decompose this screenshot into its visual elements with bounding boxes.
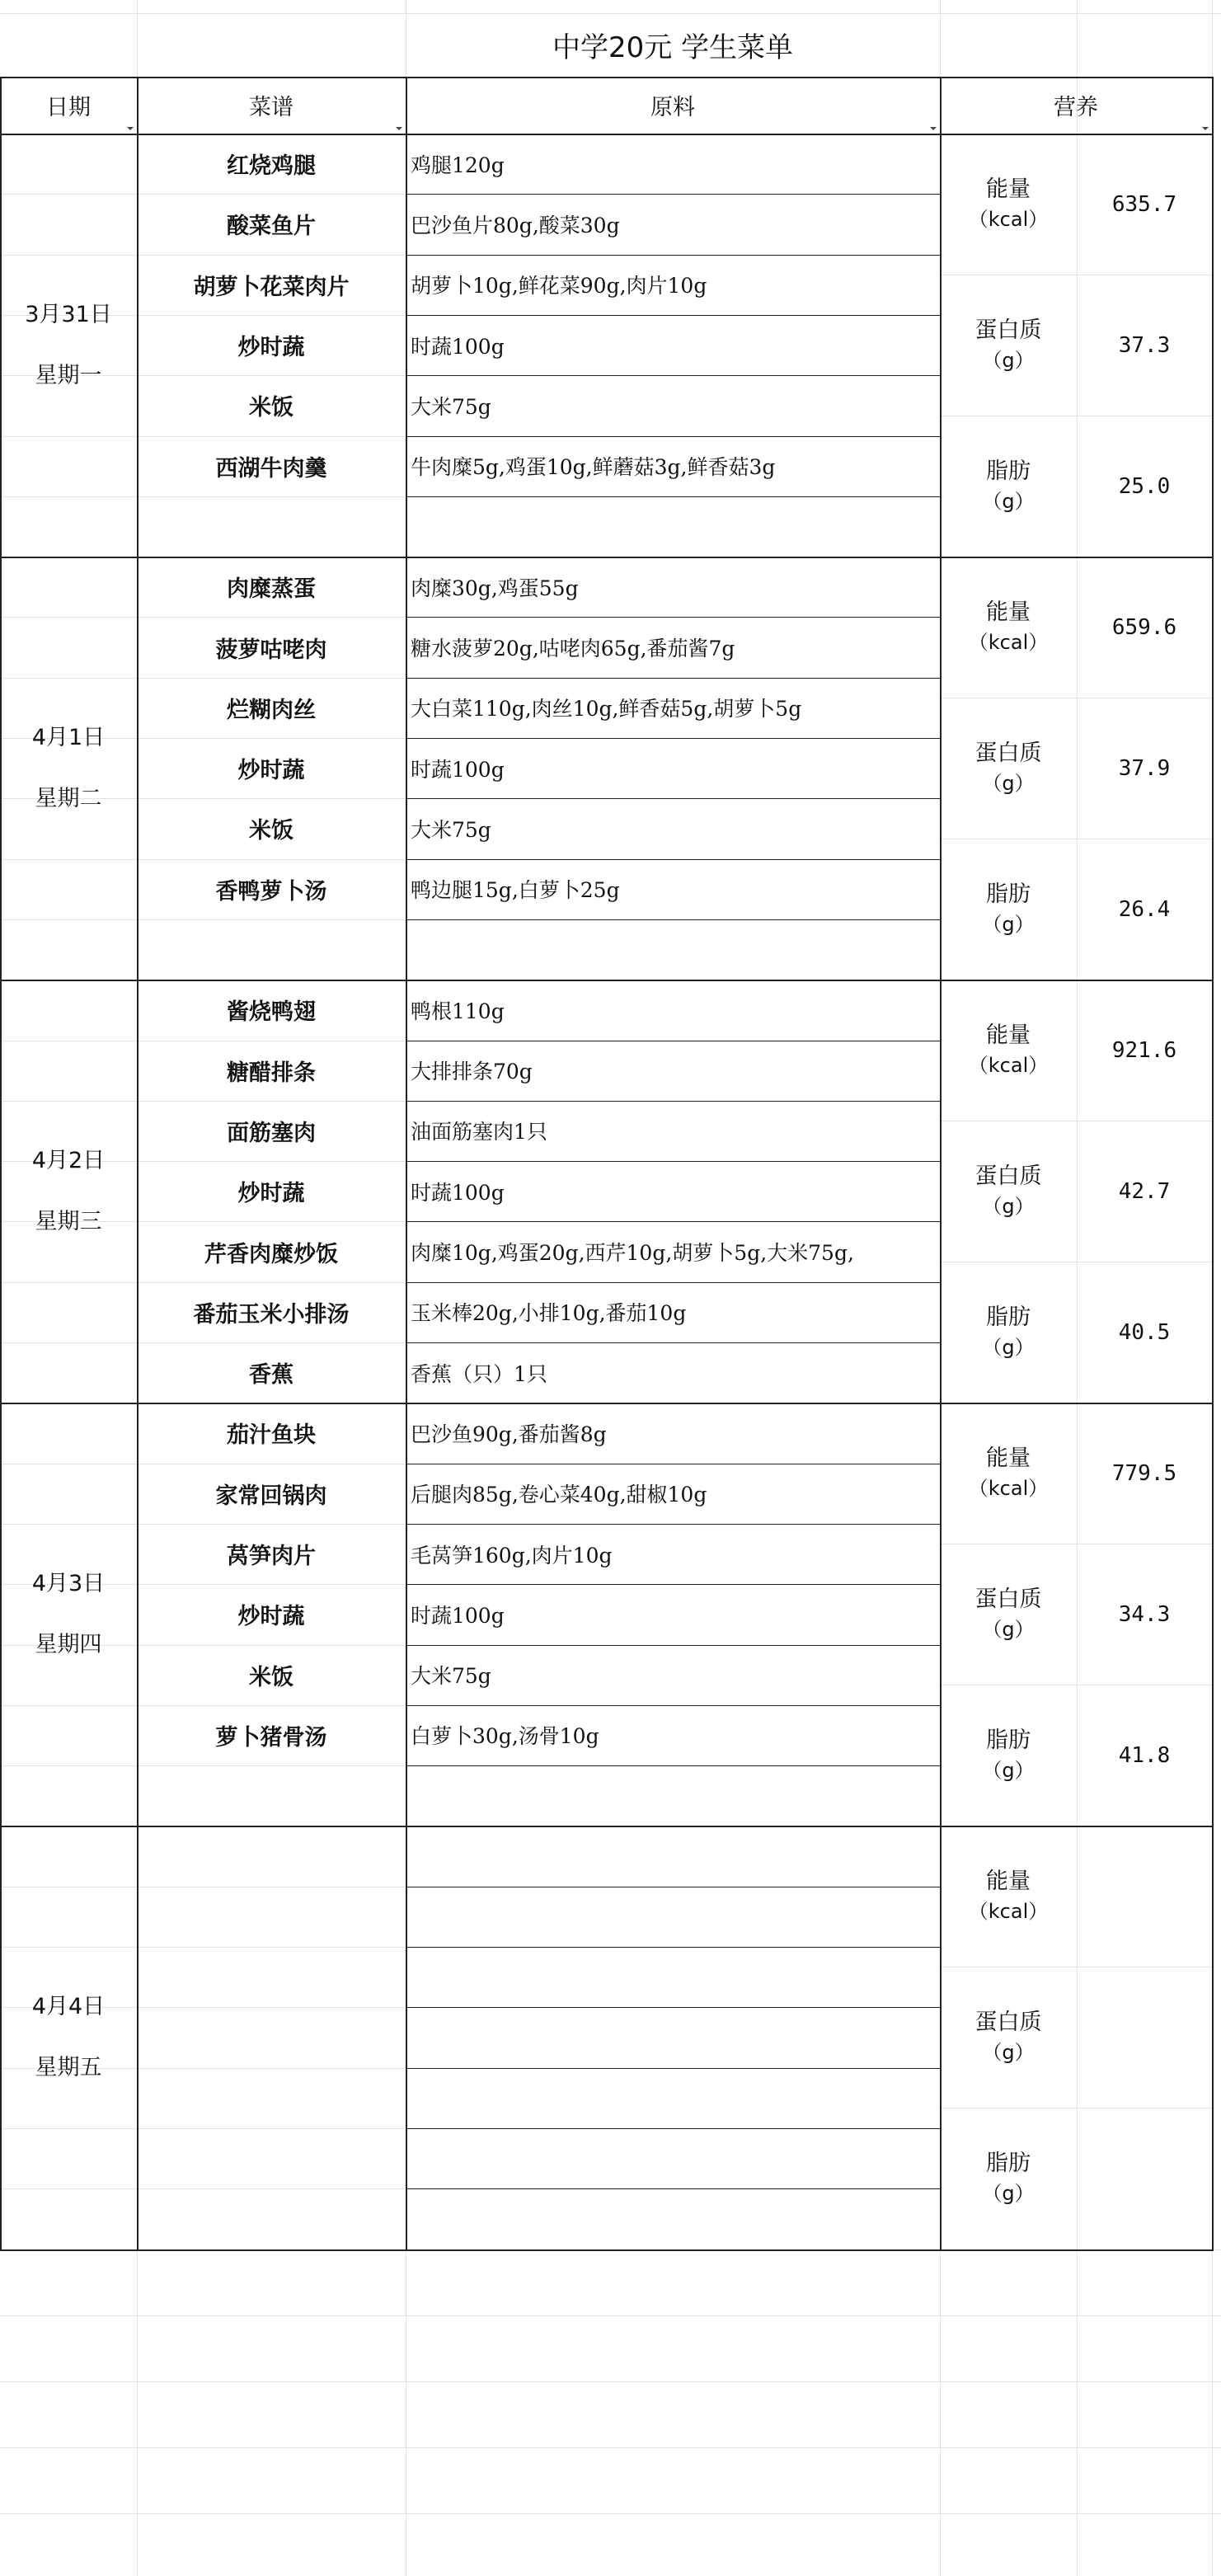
weekday-label: 星期二 <box>35 785 102 811</box>
dish-cell[interactable] <box>137 1765 406 1826</box>
gridline <box>137 1524 406 1525</box>
date-cell[interactable] <box>0 1403 137 1826</box>
gridline <box>137 1342 406 1343</box>
border-line <box>406 1282 940 1283</box>
border-line <box>0 1826 1212 1827</box>
header-menu[interactable]: 菜谱 <box>249 95 294 120</box>
ingredient-cell[interactable]: 牛肉糜5g,鸡蛋10g,鲜蘑菇3g,鲜香菇3g <box>411 455 776 480</box>
header-nutrition[interactable]: 营养 <box>1054 95 1098 120</box>
border-line <box>940 77 942 2251</box>
ingredient-cell[interactable]: 大白菜110g,肉丝10g,鲜香菇5g,胡萝卜5g <box>411 697 802 722</box>
nutrition-name: 脂肪 <box>985 881 1031 907</box>
gridline <box>137 375 406 376</box>
dish-cell[interactable]: 米饭 <box>249 395 294 421</box>
border-line <box>406 1584 940 1585</box>
gridline <box>0 2381 1221 2382</box>
ingredient-cell[interactable]: 巴沙鱼90g,番茄酱8g <box>411 1422 607 1446</box>
header-date[interactable]: 日期 <box>46 95 91 120</box>
nutrition-value-energy[interactable] <box>1077 1826 1212 1967</box>
gridline <box>0 2447 1221 2448</box>
ingredient-cell[interactable] <box>406 2188 940 2249</box>
border-line <box>406 2068 940 2069</box>
nutrition-name: 能量 <box>986 1022 1031 1048</box>
border-line <box>406 738 940 739</box>
border-line <box>406 2128 940 2129</box>
nutrition-name: 脂肪 <box>985 1304 1031 1330</box>
gridline <box>137 2188 406 2189</box>
nutrition-label-protein <box>940 698 1077 839</box>
filter-dropdown-icon[interactable] <box>127 127 134 130</box>
gridline <box>137 1101 406 1102</box>
dish-cell[interactable] <box>137 1826 406 1886</box>
border-line <box>406 496 940 497</box>
ingredient-cell[interactable]: 玉米棒20g,小排10g,番茄10g <box>411 1301 687 1326</box>
ingredient-cell[interactable] <box>406 2007 940 2067</box>
nutrition-value-protein[interactable] <box>1077 1967 1212 2108</box>
ingredient-cell[interactable] <box>406 919 940 980</box>
dish-cell[interactable]: 炒时蔬 <box>237 1181 305 1207</box>
dish-cell[interactable]: 酸菜鱼片 <box>227 214 316 240</box>
ingredient-cell[interactable]: 肉糜10g,鸡蛋20g,西芹10g,胡萝卜5g,大米75g, <box>411 1241 854 1266</box>
border-line <box>0 557 1212 558</box>
nutrition-value-protein[interactable]: 37.3 <box>1118 332 1171 358</box>
weekday-label: 星期五 <box>35 2054 102 2080</box>
date-cell[interactable] <box>0 1826 137 2249</box>
filter-dropdown-icon[interactable] <box>930 127 937 130</box>
filter-dropdown-icon[interactable] <box>396 127 402 130</box>
border-line <box>406 919 940 920</box>
gridline <box>137 859 406 860</box>
ingredient-cell[interactable]: 时蔬100g <box>411 1603 505 1628</box>
border-line <box>406 1947 940 1948</box>
nutrition-value-fat[interactable]: 41.8 <box>1118 1742 1171 1768</box>
nutrition-unit: （kcal） <box>968 1053 1049 1077</box>
dish-cell[interactable]: 面筋塞肉 <box>227 1120 316 1146</box>
nutrition-value-protein[interactable]: 42.7 <box>1118 1178 1171 1204</box>
dish-cell[interactable]: 西湖牛肉羹 <box>215 455 327 482</box>
date-label: 4月2日 <box>31 1147 106 1173</box>
gridline <box>137 617 406 618</box>
gridline <box>137 1645 406 1646</box>
dish-cell[interactable]: 茄汁鱼块 <box>227 1422 316 1449</box>
border-line <box>406 255 940 256</box>
gridline <box>137 194 406 195</box>
dish-cell[interactable] <box>137 1947 406 2007</box>
border-line <box>406 2007 940 2008</box>
nutrition-unit: （kcal） <box>968 630 1049 654</box>
gridline <box>137 2128 406 2129</box>
border-line <box>406 1524 940 1525</box>
dish-cell[interactable]: 萝卜猪骨汤 <box>215 1724 327 1751</box>
ingredient-cell[interactable]: 巴沙鱼片80g,酸菜30g <box>411 213 620 237</box>
ingredient-cell[interactable]: 白萝卜30g,汤骨10g <box>411 1724 599 1749</box>
dish-cell[interactable]: 米饭 <box>249 1664 294 1690</box>
nutrition-name: 能量 <box>986 1445 1031 1471</box>
ingredient-cell[interactable] <box>406 2068 940 2128</box>
ingredient-cell[interactable]: 大米75g <box>411 394 491 419</box>
border-line <box>406 1645 940 1646</box>
nutrition-label-protein <box>940 275 1077 416</box>
ingredient-cell[interactable] <box>406 1887 940 1947</box>
ingredient-cell[interactable]: 鸭边腿15g,白萝卜25g <box>411 878 620 903</box>
nutrition-value-fat[interactable] <box>1077 2108 1212 2249</box>
nutrition-label-energy <box>940 557 1077 698</box>
dish-cell[interactable] <box>137 2068 406 2128</box>
gridline <box>0 2315 1221 2316</box>
ingredient-cell[interactable]: 肉糜30g,鸡蛋55g <box>411 576 579 600</box>
filter-dropdown-icon[interactable] <box>1202 127 1209 130</box>
border-line <box>406 1342 940 1343</box>
ingredient-cell[interactable]: 油面筋塞肉1只 <box>411 1120 547 1145</box>
gridline <box>137 1584 406 1585</box>
nutrition-unit: （g） <box>982 1335 1035 1359</box>
gridline <box>137 1221 406 1222</box>
nutrition-unit: （g） <box>982 912 1035 936</box>
gridline <box>137 738 406 739</box>
nutrition-label-fat <box>940 1262 1077 1403</box>
dish-cell[interactable] <box>137 2128 406 2188</box>
border-line <box>406 194 940 195</box>
nutrition-label-energy <box>940 1826 1077 1967</box>
nutrition-label-protein <box>940 1967 1077 2108</box>
date-label: 4月1日 <box>31 724 106 750</box>
border-line <box>406 678 940 679</box>
border-line <box>406 436 940 437</box>
date-cell[interactable] <box>0 980 137 1403</box>
ingredient-cell[interactable] <box>406 2128 940 2188</box>
border-line <box>1212 77 1214 2251</box>
ingredient-cell[interactable]: 香蕉（只）1只 <box>411 1361 547 1386</box>
nutrition-label-energy <box>940 980 1077 1121</box>
dish-cell[interactable]: 糖醋排条 <box>227 1060 316 1086</box>
nutrition-name: 能量 <box>986 1868 1031 1894</box>
ingredient-cell[interactable]: 后腿肉85g,卷心菜40g,甜椒10g <box>411 1483 707 1507</box>
gridline <box>0 2513 1221 2514</box>
dish-cell[interactable] <box>137 2188 406 2249</box>
date-label: 4月3日 <box>31 1570 106 1596</box>
dish-cell[interactable] <box>137 2007 406 2067</box>
nutrition-name: 脂肪 <box>985 458 1031 484</box>
border-line <box>406 1221 940 1222</box>
gridline <box>137 2007 406 2008</box>
dish-cell[interactable] <box>137 1887 406 1947</box>
header-ingredients[interactable]: 原料 <box>650 95 695 120</box>
nutrition-unit: （g） <box>982 1758 1035 1782</box>
border-line <box>0 980 1212 981</box>
nutrition-label-energy <box>940 1403 1077 1544</box>
border-line <box>406 375 940 376</box>
border-line <box>406 1161 940 1162</box>
nutrition-label-fat <box>940 2108 1077 2249</box>
weekday-label: 星期一 <box>35 362 102 388</box>
border-line <box>0 134 1212 135</box>
border-line <box>406 1705 940 1706</box>
date-label: 3月31日 <box>25 301 112 327</box>
nutrition-label-protein <box>940 1121 1077 1262</box>
nutrition-name: 蛋白质 <box>974 1163 1042 1189</box>
nutrition-unit: （g） <box>982 489 1035 513</box>
border-line <box>406 315 940 316</box>
dish-cell[interactable]: 米饭 <box>249 818 294 844</box>
nutrition-name: 蛋白质 <box>974 1586 1042 1612</box>
nutrition-value-energy[interactable]: 921.6 <box>1111 1037 1177 1063</box>
ingredient-cell[interactable] <box>406 1947 940 2007</box>
ingredient-cell[interactable] <box>406 496 940 557</box>
border-line <box>137 77 139 2251</box>
nutrition-name: 蛋白质 <box>974 740 1042 766</box>
date-cell[interactable] <box>0 134 137 557</box>
ingredient-cell[interactable] <box>406 1826 940 1886</box>
border-line <box>0 77 2 2251</box>
date-label: 4月4日 <box>31 1993 106 2019</box>
nutrition-value-energy[interactable]: 635.7 <box>1111 191 1177 217</box>
gridline <box>137 315 406 316</box>
ingredient-cell[interactable]: 时蔬100g <box>411 757 505 782</box>
gridline <box>137 1765 406 1766</box>
ingredient-cell[interactable]: 时蔬100g <box>411 1180 505 1205</box>
weekday-label: 星期三 <box>35 1208 102 1234</box>
gridline <box>137 255 406 256</box>
nutrition-label-fat <box>940 839 1077 980</box>
nutrition-name: 能量 <box>986 176 1031 202</box>
dish-cell[interactable]: 烂糊肉丝 <box>227 697 316 723</box>
nutrition-unit: （g） <box>982 1194 1035 1218</box>
gridline <box>137 678 406 679</box>
border-line <box>0 77 1212 78</box>
border-line <box>406 2188 940 2189</box>
nutrition-value-energy[interactable]: 779.5 <box>1111 1460 1177 1486</box>
nutrition-name: 蛋白质 <box>974 2009 1042 2035</box>
gridline <box>0 13 1221 14</box>
dish-cell[interactable]: 莴笋肉片 <box>227 1544 316 1570</box>
dish-cell[interactable]: 香蕉 <box>249 1362 294 1389</box>
nutrition-unit: （kcal） <box>968 207 1049 231</box>
ingredient-cell[interactable]: 大米75g <box>411 1664 491 1689</box>
nutrition-unit: （g） <box>982 1617 1035 1641</box>
gridline <box>137 1282 406 1283</box>
nutrition-name: 能量 <box>986 599 1031 625</box>
ingredient-cell[interactable]: 毛莴笋160g,肉片10g <box>411 1543 613 1568</box>
dish-cell[interactable]: 番茄玉米小排汤 <box>193 1301 350 1328</box>
dish-cell[interactable]: 炒时蔬 <box>237 335 305 361</box>
ingredient-cell[interactable]: 大米75g <box>411 817 491 842</box>
ingredient-cell[interactable]: 胡萝卜10g,鲜花菜90g,肉片10g <box>411 274 707 298</box>
nutrition-value-protein[interactable]: 37.9 <box>1118 755 1171 781</box>
nutrition-label-fat <box>940 416 1077 557</box>
weekday-label: 星期四 <box>35 1631 102 1657</box>
date-cell[interactable] <box>0 557 137 980</box>
nutrition-unit: （kcal） <box>968 1476 1049 1500</box>
nutrition-name: 脂肪 <box>985 2150 1031 2176</box>
gridline <box>137 2068 406 2069</box>
dish-cell[interactable] <box>137 919 406 980</box>
ingredient-cell[interactable]: 鸭根110g <box>411 999 505 1023</box>
border-line <box>0 1403 1212 1404</box>
ingredient-cell[interactable] <box>406 1765 940 1826</box>
dish-cell[interactable]: 炒时蔬 <box>237 1604 305 1630</box>
nutrition-name: 脂肪 <box>985 1727 1031 1753</box>
nutrition-label-energy <box>940 134 1077 275</box>
border-line <box>406 77 407 2251</box>
nutrition-name: 蛋白质 <box>974 317 1042 343</box>
nutrition-value-fat[interactable]: 26.4 <box>1118 896 1171 922</box>
ingredient-cell[interactable]: 糖水菠萝20g,咕咾肉65g,番茄酱7g <box>411 637 735 661</box>
nutrition-unit: （kcal） <box>968 1899 1049 1923</box>
nutrition-value-protein[interactable]: 34.3 <box>1118 1601 1171 1627</box>
border-line <box>0 2249 1212 2251</box>
border-line <box>406 1101 940 1102</box>
nutrition-unit: （g） <box>982 348 1035 372</box>
gridline <box>137 496 406 497</box>
page-title[interactable]: 中学20元 学生菜单 <box>552 31 794 64</box>
border-line <box>406 798 940 799</box>
nutrition-label-fat <box>940 1685 1077 1826</box>
dish-cell[interactable]: 菠萝咕咾肉 <box>215 637 327 663</box>
dish-cell[interactable]: 家常回锅肉 <box>215 1483 327 1509</box>
dish-cell[interactable]: 胡萝卜花菜肉片 <box>193 274 350 300</box>
nutrition-unit: （g） <box>982 771 1035 795</box>
nutrition-unit: （g） <box>982 2040 1035 2064</box>
border-line <box>406 1765 940 1766</box>
dish-cell[interactable]: 炒时蔬 <box>237 758 305 784</box>
dish-cell[interactable]: 酱烧鸭翅 <box>227 999 316 1026</box>
gridline <box>137 1947 406 1948</box>
nutrition-value-fat[interactable]: 25.0 <box>1118 473 1171 499</box>
ingredient-cell[interactable]: 鸡腿120g <box>411 153 505 177</box>
nutrition-label-protein <box>940 1544 1077 1685</box>
nutrition-unit: （g） <box>982 2181 1035 2205</box>
gridline <box>137 436 406 437</box>
ingredient-cell[interactable]: 大排排条70g <box>411 1060 533 1084</box>
nutrition-value-energy[interactable]: 659.6 <box>1111 614 1177 640</box>
gridline <box>137 1161 406 1162</box>
nutrition-value-fat[interactable]: 40.5 <box>1118 1319 1171 1345</box>
border-line <box>406 859 940 860</box>
dish-cell[interactable] <box>137 496 406 557</box>
dish-cell[interactable]: 肉糜蒸蛋 <box>227 576 316 603</box>
dish-cell[interactable]: 香鸭萝卜汤 <box>215 878 327 905</box>
gridline <box>137 919 406 920</box>
dish-cell[interactable]: 红烧鸡腿 <box>227 153 316 180</box>
gridline <box>137 798 406 799</box>
gridline <box>137 1705 406 1706</box>
dish-cell[interactable]: 芹香肉糜炒饭 <box>204 1241 338 1267</box>
ingredient-cell[interactable]: 时蔬100g <box>411 334 505 359</box>
border-line <box>406 617 940 618</box>
